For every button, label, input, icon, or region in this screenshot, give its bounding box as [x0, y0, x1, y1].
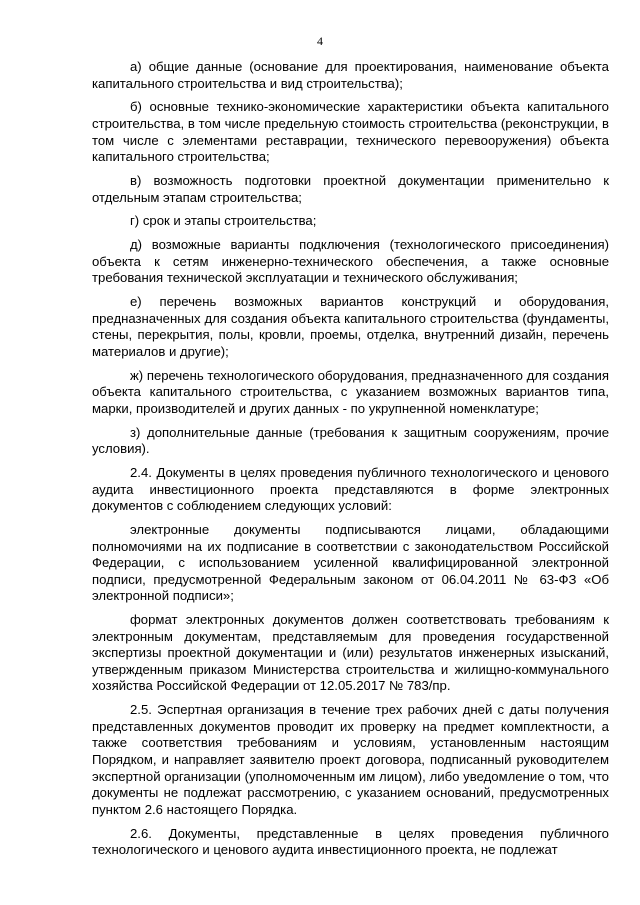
paragraph-section-2-6: 2.6. Документы, представленные в целях проведения публичного технологического и ценового аудита инвестиционного проекта, не подлежат: [92, 825, 609, 858]
page-number: 4: [317, 34, 323, 48]
paragraph-section-2-4: 2.4. Документы в целях проведения публичного технологического и ценового аудита инвестиционного проекта представляются в форме электронных документов с соблюдением следующих условий:: [92, 464, 609, 514]
paragraph-electronic-signature: электронные документы подписываются лицами, обладающими полномочиями на их подписание в соответствии с законодательством Российской Федерации, с использованием усиленной квалифицированной электронной подписи, предусмотренной Федеральным законом от 06.04.2011 № 63-ФЗ «Об электронной подписи»;: [92, 521, 609, 604]
paragraph-item-zh-technological-equipment: ж) перечень технологического оборудования, предназначенного для создания объекта капитального строительства, с указанием возможных вариантов типа, марки, производителей и других данных - по укрупненной номенклатуре;: [92, 367, 609, 416]
paragraph-item-v-project-stages: в) возможность подготовки проектной документации применительно к отдельным этапам строительства;: [92, 172, 609, 205]
paragraph-item-b-technical-economic-characteristics: б) основные технико-экономические характеристики объекта капитального строительства, в том числе предельную стоимость строительства (реконструкции, в том числе с элементами реставрации, технического перевооружения) объекта капитального строительства;: [92, 99, 609, 165]
paragraph-item-z-additional-data: з) дополнительные данные (требования к защитным сооружениям, прочие условия).: [92, 424, 609, 457]
paragraph-item-a-general-data: а) общие данные (основание для проектирования, наименование объекта капитального строительства и вид строительства);: [92, 59, 609, 91]
paragraph-item-e-construction-variants: е) перечень возможных вариантов конструкций и оборудования, предназначенных для создания объекта капитального строительства (фундаменты, стены, перекрытия, полы, кровли, проемы, отделка, внутренний дизайн, перечень материалов и другие);: [92, 294, 609, 359]
document-body: [92, 59, 609, 859]
paragraph-electronic-format: формат электронных документов должен соответствовать требованиям к электронным документам, представляемым для проведения государственной экспертизы проектной документации и (или) результатов инженерных изысканий, утвержденным приказом Министерства строительства и жилищно-коммунального хозяйства Российской Федерации от 12.05.2017 № 783/пр.: [92, 612, 609, 694]
paragraph-item-g-construction-timeline: г) срок и этапы строительства;: [130, 213, 317, 229]
paragraph-item-d-utility-connection: д) возможные варианты подключения (технологического присоединения) объекта к сетям инженерно-технического обеспечения, а также основные требования технической эксплуатации и технического обслуживания;: [92, 237, 609, 286]
paragraph-section-2-5: 2.5. Эспертная организация в течение трех рабочих дней с даты получения представленных документов проводит их проверку на предмет комплектности, а также соответствия требованиям и условиям, установленным настоящим Порядком, и направляет заявителю проект договора, подписанный руководителем экспертной организации (уполномоченным им лицом), либо уведомление о том, что документы не подлежат рассмотрению, с указанием оснований, предусмотренных пунктом 2.6 настоящего Порядка.: [92, 702, 609, 817]
